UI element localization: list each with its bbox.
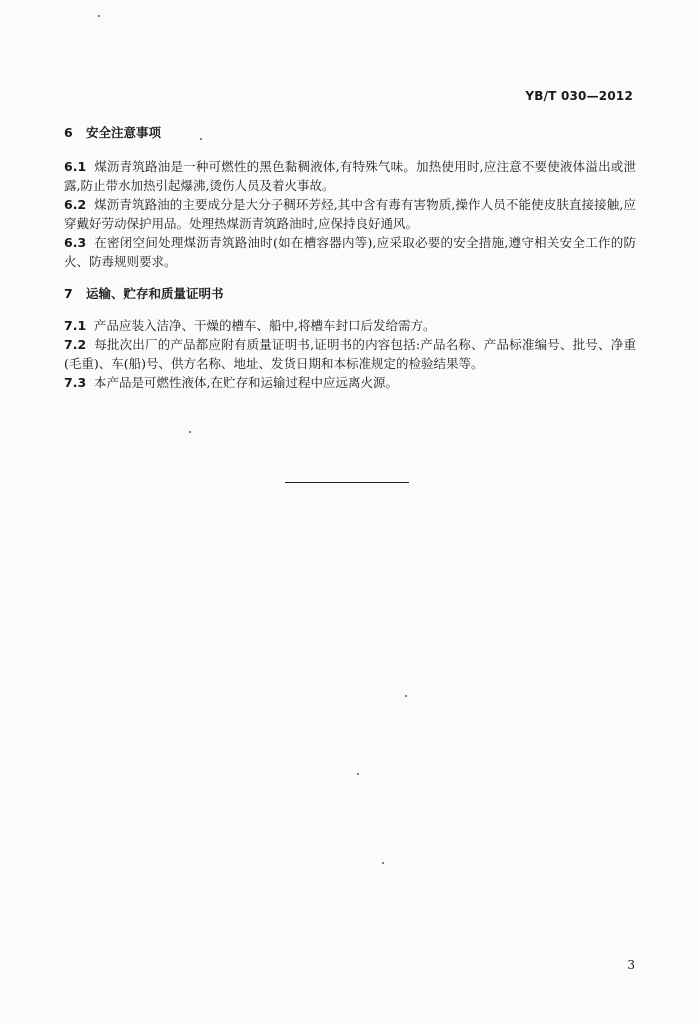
standard-code: YB/T 030—2012 (525, 89, 633, 103)
clause-number: 7.2 (64, 337, 87, 352)
section-title: 运输、贮存和质量证明书 (86, 286, 224, 301)
clause-number: 6.3 (64, 235, 87, 250)
clause-number: 6.1 (64, 159, 87, 174)
page-number: 3 (627, 958, 635, 972)
clause-7-1 (64, 316, 636, 335)
scan-speck (382, 862, 384, 864)
clause-text: 在密闭空间处理煤沥青筑路油时(如在槽容器内等),应采取必要的安全措施,遵守相关安全工作的防火、防毒规则要求。 (64, 235, 636, 269)
clause-text: 煤沥青筑路油是一种可燃性的黑色黏稠液体,有特殊气味。加热使用时,应注意不要使液体溢出或泄露,防止带水加热引起爆沸,烫伤人员及着火事故。 (64, 159, 636, 193)
section-heading-6 (64, 124, 636, 142)
section-title: 安全注意事项 (86, 125, 162, 140)
section-heading-7 (64, 285, 636, 303)
clause-text: 煤沥青筑路油的主要成分是大分子稠环芳烃,其中含有毒有害物质,操作人员不能使皮肤直接接触,应穿戴好劳动保护用品。处理热煤沥青筑路油时,应保持良好通风。 (64, 197, 636, 231)
scan-speck (200, 138, 202, 140)
scan-speck (357, 773, 359, 775)
clause-6-1 (64, 157, 636, 195)
clause-6-3 (64, 233, 636, 271)
scan-speck (98, 15, 100, 17)
clause-6-2 (64, 195, 636, 233)
end-of-document-rule (285, 482, 409, 483)
section-number: 6 (64, 125, 73, 140)
scan-speck (189, 431, 191, 433)
clause-text: 本产品是可燃性液体,在贮存和运输过程中应远离火源。 (94, 375, 398, 390)
clause-number: 7.3 (64, 375, 87, 390)
clause-text: 产品应装入洁净、干燥的槽车、船中,将槽车封口后发给需方。 (94, 318, 436, 333)
section-number: 7 (64, 286, 73, 301)
clause-number: 6.2 (64, 197, 87, 212)
clause-7-2 (64, 335, 636, 373)
document-body (64, 124, 636, 392)
clause-text: 每批次出厂的产品都应附有质量证明书,证明书的内容包括:产品名称、产品标准编号、批号、净重(毛重)、车(船)号、供方名称、地址、发货日期和本标准规定的检验结果等。 (64, 337, 636, 371)
clause-7-3 (64, 373, 636, 392)
clause-number: 7.1 (64, 318, 87, 333)
scan-speck (405, 695, 407, 697)
